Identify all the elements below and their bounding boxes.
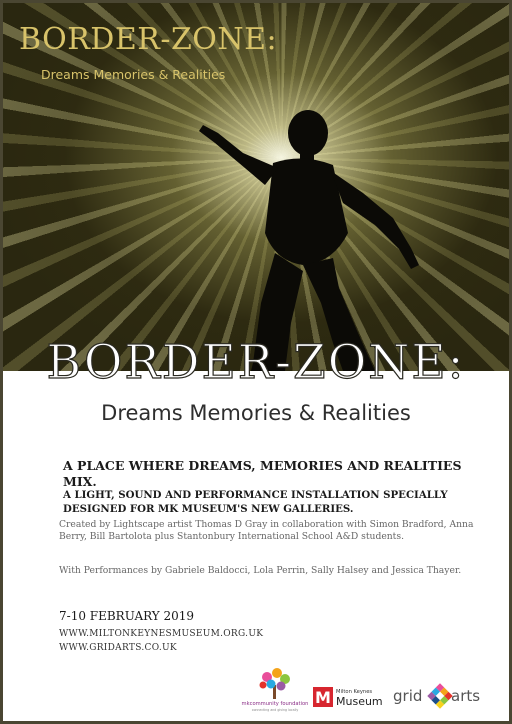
silhouette-figure [3,3,509,371]
hero-photo [3,3,509,371]
credits-text: Created by Lightscape artist Thomas D Gray in collaboration with Simon Bradford, Anna Berry, Bill Bartolota plus Stantonbury International School A&D students. [59,519,474,543]
header-title: BORDER-ZONE: [19,22,278,57]
main-title: BORDER-ZONE: [46,335,466,390]
grid-left-label: grid [393,687,423,705]
tagline-block [63,458,483,516]
tagline-secondary: A LIGHT, SOUND AND PERFORMANCE INSTALLATION SPECIALLY DESIGNED FOR MK MUSEUM'S NEW GALLERIES. [63,489,448,515]
museum-top-label: Milton Keynes [336,689,373,695]
museum-m-icon [313,685,383,709]
mkcf-tagline: connecting and giving locally [251,708,299,712]
museum-mark: M [315,688,331,707]
mkcf-name: mkcommunity foundation [241,701,309,707]
tree-icon [241,667,309,713]
event-date: 7-10 FEBRUARY 2019 [59,609,195,623]
gridarts-logo [393,681,483,711]
header-subtitle: Dreams Memories & Realities [41,67,226,82]
mkcf-logo [241,667,309,713]
tagline-primary: A PLACE WHERE DREAMS, MEMORIES AND REALITIES MIX. [63,458,462,489]
gridarts-url-link[interactable]: WWW.GRIDARTS.CO.UK [59,643,177,653]
museum-url-link[interactable]: WWW.MILTONKEYNESMUSEUM.ORG.UK [59,629,264,639]
grid-diamond-icon [393,681,483,711]
main-subtitle: Dreams Memories & Realities [101,401,411,425]
performances-text: With Performances by Gabriele Baldocci, Lola Perrin, Sally Halsey and Jessica Thayer. [59,565,462,576]
grid-right-label: arts [451,687,481,705]
poster [3,3,509,721]
museum-name-label: Museum [336,695,383,708]
mk-museum-logo [313,685,383,709]
